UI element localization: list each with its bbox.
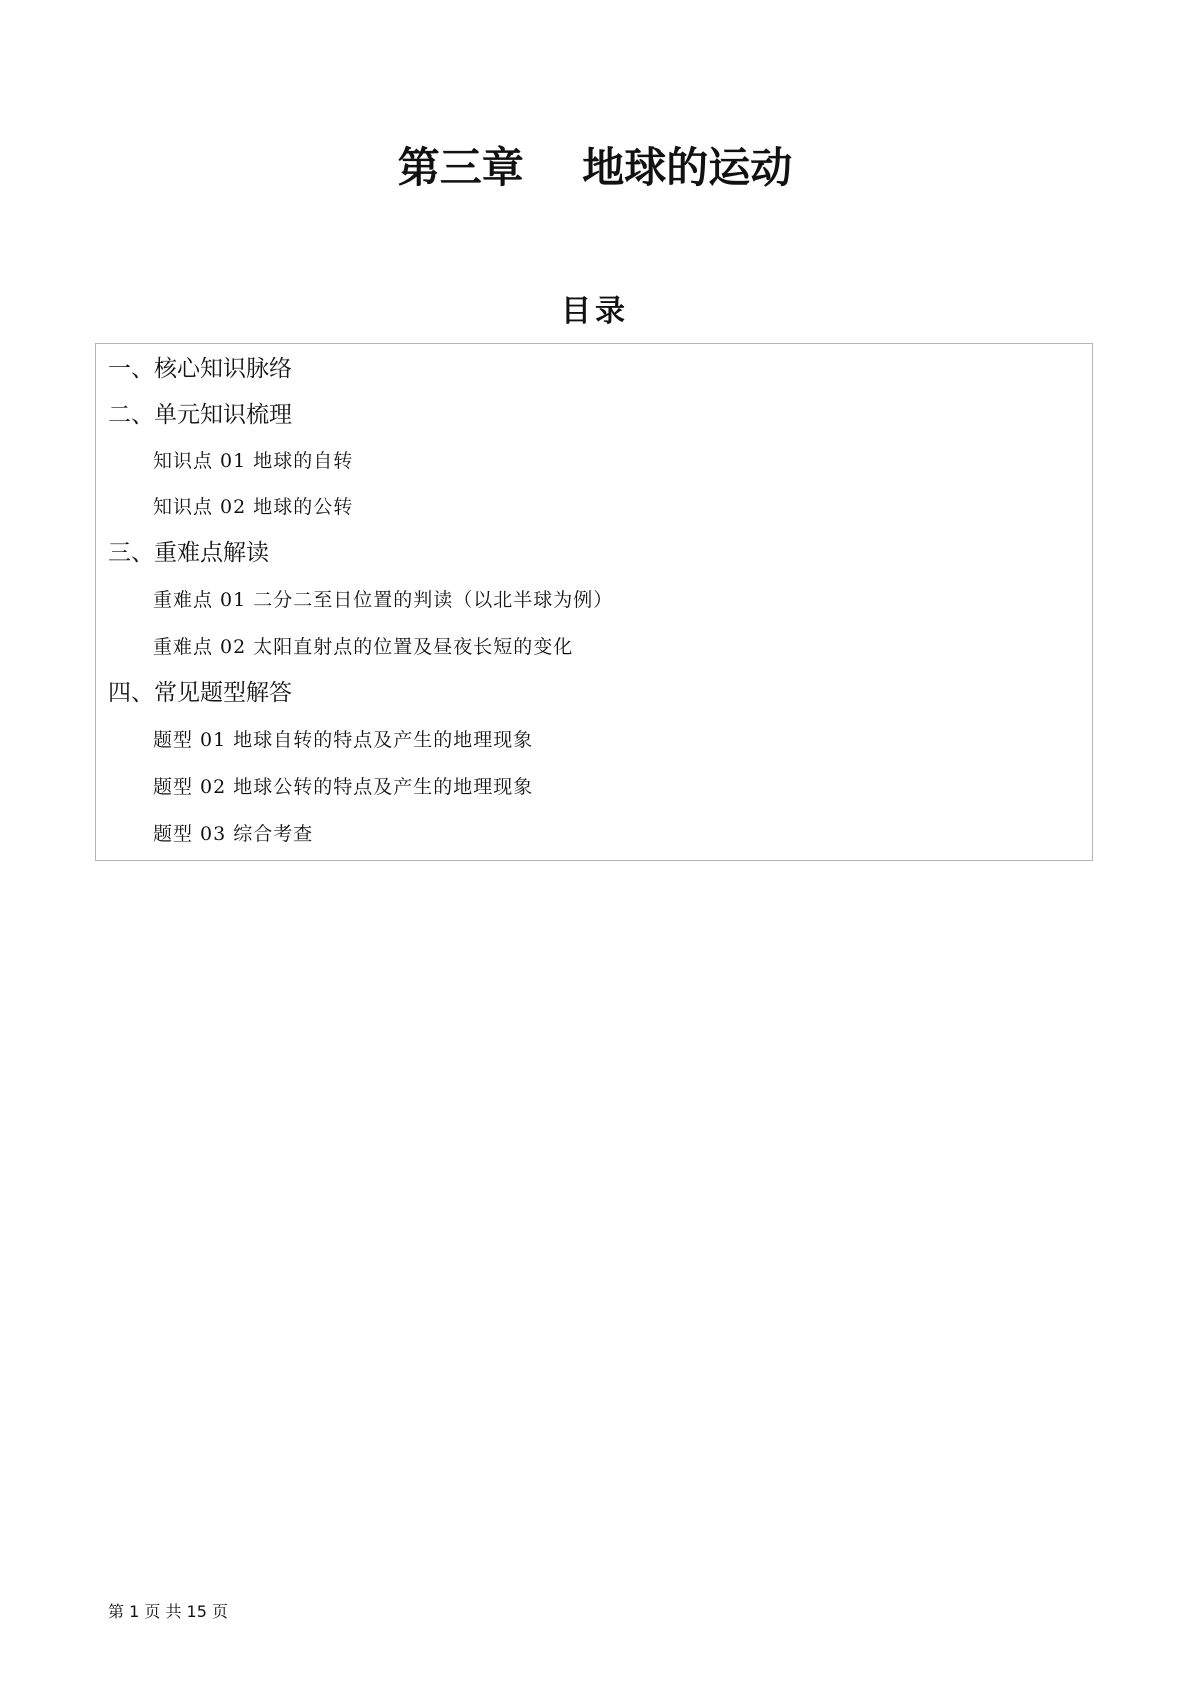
toc-item-difficulty-02[interactable]: 重难点 02 太阳直射点的位置及昼夜长短的变化	[153, 636, 574, 658]
toc-item-question-type-01[interactable]: 题型 01 地球自转的特点及产生的地理现象	[153, 729, 534, 751]
toc-item-core-knowledge[interactable]: 一、核心知识脉络	[108, 356, 292, 382]
toc-item-question-type-02[interactable]: 题型 02 地球公转的特点及产生的地理现象	[153, 776, 534, 798]
table-of-contents	[95, 343, 1093, 861]
page-number-footer: 第 1 页 共 15 页	[108, 1602, 228, 1621]
toc-item-common-question-types[interactable]: 四、常见题型解答	[108, 680, 292, 706]
toc-heading: 目录	[561, 294, 629, 329]
toc-item-unit-knowledge[interactable]: 二、单元知识梳理	[108, 402, 292, 428]
toc-item-key-difficulties[interactable]: 三、重难点解读	[108, 540, 269, 566]
chapter-title: 第三章 地球的运动	[397, 143, 793, 192]
toc-item-difficulty-01[interactable]: 重难点 01 二分二至日位置的判读（以北半球为例）	[153, 589, 614, 611]
toc-item-question-type-03[interactable]: 题型 03 综合考查	[153, 823, 314, 845]
toc-item-knowledge-point-01[interactable]: 知识点 01 地球的自转	[153, 450, 354, 472]
toc-item-knowledge-point-02[interactable]: 知识点 02 地球的公转	[153, 496, 354, 518]
